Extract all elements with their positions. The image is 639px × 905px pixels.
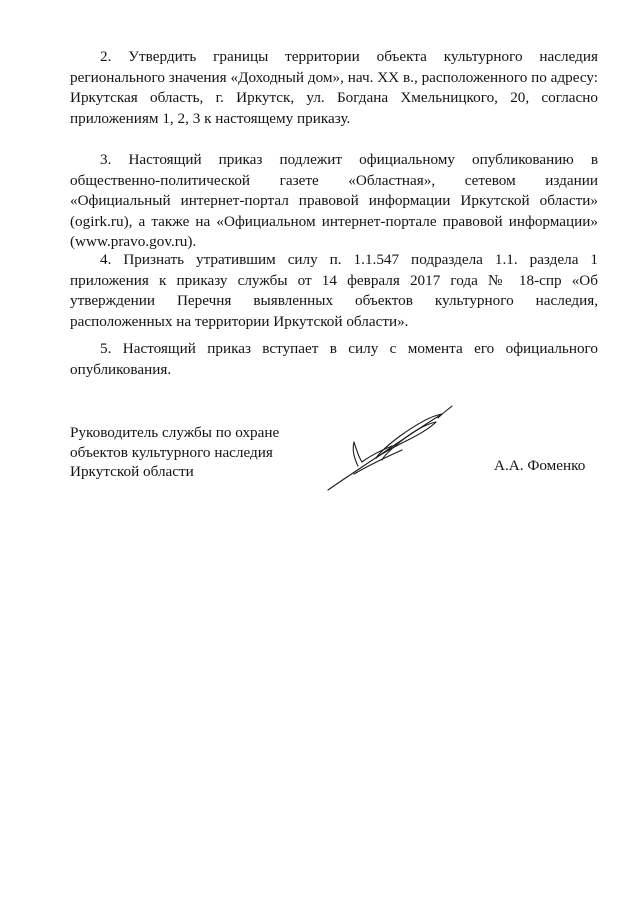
handwritten-signature — [318, 402, 458, 502]
signer-name: А.А. Фоменко — [494, 457, 586, 474]
paragraph-item-2: 2. Утвердить границы территории объекта культурного наследия регионального значения «Доходный дом», нач. ХХ в., расположенного по адресу: Иркутская область, г. Иркутск, ул. Богдана Хмельницкого, 20, согласно приложениям 1, 2, 3 к настоящему приказу. — [70, 48, 598, 127]
signer-position-line: Иркутской области — [70, 463, 194, 480]
paragraph-item-5: 5. Настоящий приказ вступает в силу с момента его официального опубликования. — [70, 340, 598, 378]
paragraph-item-4: 4. Признать утратившим силу п. 1.1.547 подраздела 1.1. раздела 1 приложения к приказу службы от 14 февраля 2017 года № 18-спр «Об утверждении Перечня выявленных объектов культурного наследия, расположенных на территории Иркутской области». — [70, 251, 598, 330]
signer-position-line: объектов культурного наследия — [70, 443, 273, 461]
signer-position-line: Руководитель службы по охране — [70, 424, 280, 441]
paragraph-item-3: 3. Настоящий приказ подлежит официальному опубликованию в общественно-политической газете «Областная», сетевом издании «Официальный интернет-портал правовой информации Иркутской области» (ogirk.ru), а также на «Официальном интернет-портале правовой информации» (www.pravo.gov.ru). — [70, 151, 598, 250]
signer-position — [70, 423, 310, 482]
